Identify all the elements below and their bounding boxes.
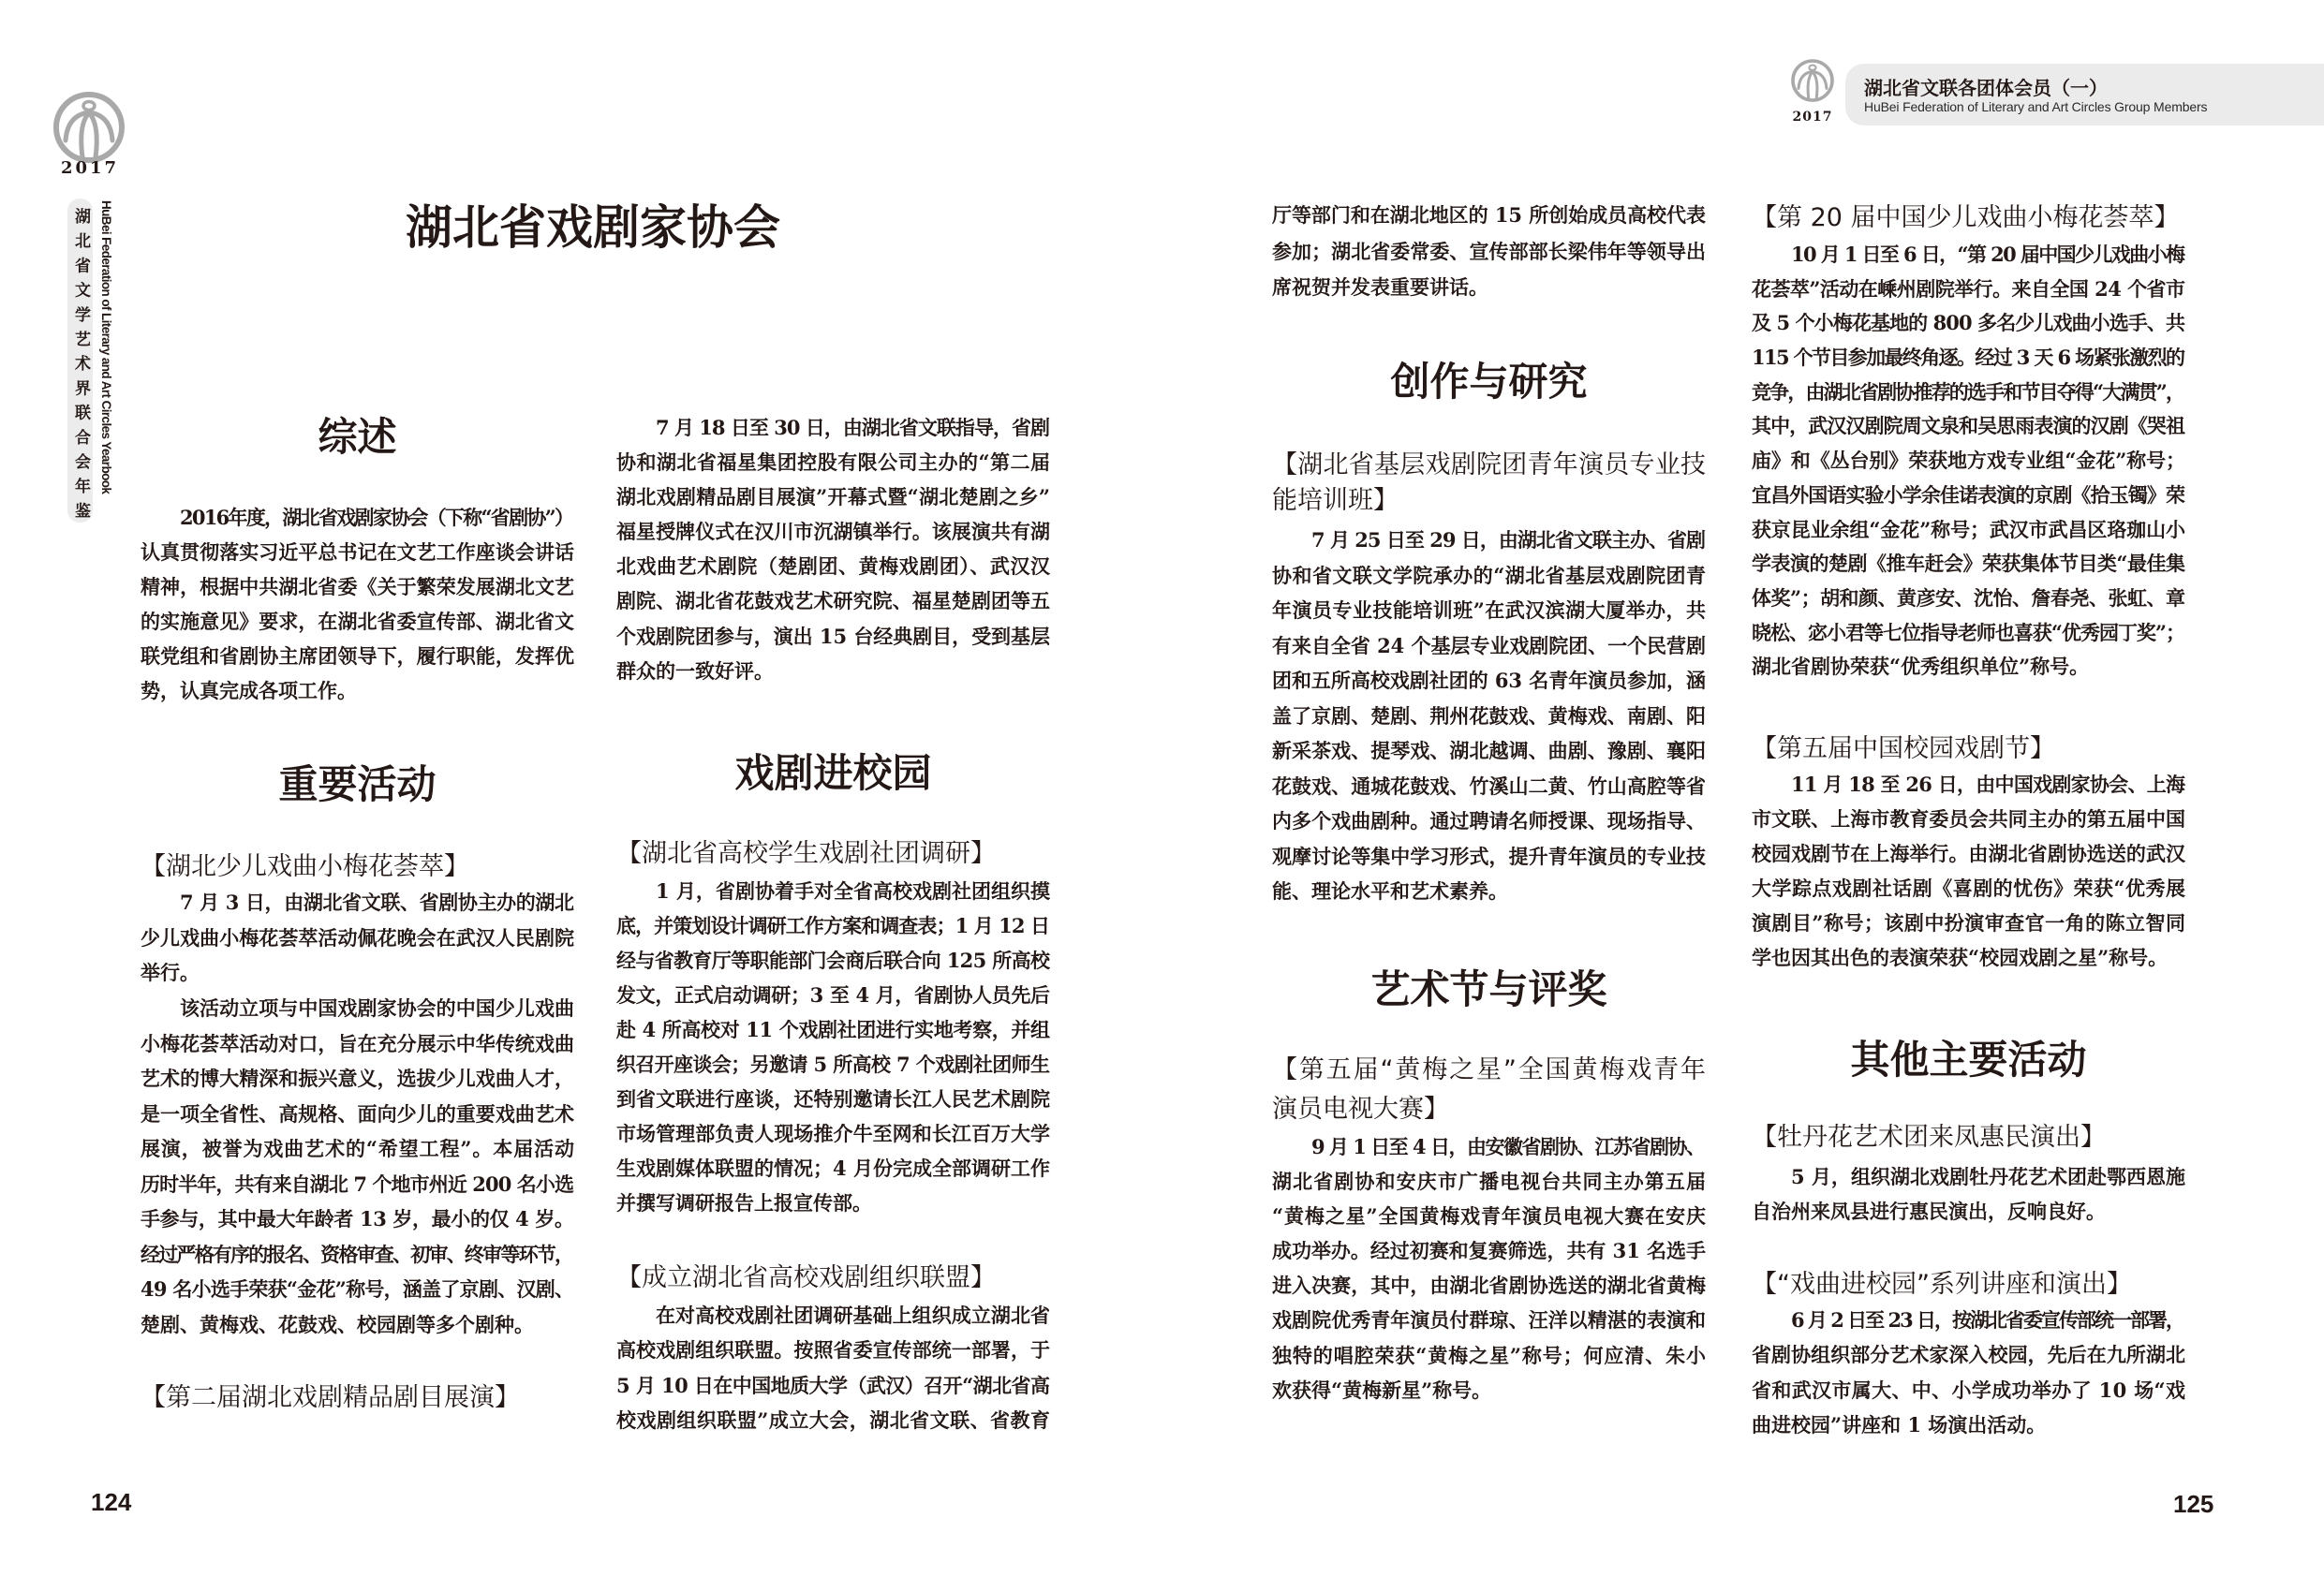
overview-paragraph xyxy=(141,500,574,708)
text-line: 校戏剧组织联盟”成立大会，湖北省文联、省教育 xyxy=(616,1408,1051,1432)
text-line: 【“戏曲进校园”系列讲座和演出】 xyxy=(1752,1270,2132,1299)
text-line: 【第 20 届中国少儿戏曲小梅花荟萃】 xyxy=(1752,203,2180,232)
text-line: 发文，正式启动调研；3 至 4 月，省剧协人员先后 xyxy=(616,983,1050,1007)
text-line: 认真贯彻落实习近平总书记在文艺工作座谈会讲话 xyxy=(141,540,575,564)
left-emblem xyxy=(52,90,126,165)
text-line: 6 月 2 日至 23 日，按湖北省委宣传部统一部署， xyxy=(1791,1308,2183,1332)
text-line: 9 月 1 日至 4 日，由安徽省剧协、江苏省剧协、 xyxy=(1311,1135,1705,1158)
subheading-20th-plum-blossom xyxy=(1752,202,2185,234)
text-line: 席祝贺并发表重要讲话。 xyxy=(1272,275,1488,299)
opera-into-campus-paragraph xyxy=(1752,1303,2185,1442)
text-line: 市文联、上海市教育委员会共同主办的第五届中国 xyxy=(1752,807,2186,831)
text-line: 花鼓戏、通城花鼓戏、竹溪山二黄、竹山高腔等省 xyxy=(1272,774,1707,798)
text-line: 历时半年，共有来自湖北 7 个地市州近 200 名小选 xyxy=(141,1172,574,1196)
campus-alliance-paragraph-continued xyxy=(1272,198,1706,306)
text-line: 【牡丹花艺术团来凤惠民演出】 xyxy=(1752,1123,2106,1152)
text-line: 省剧协组织部分艺术家深入校园，先后在九所湖北 xyxy=(1752,1343,2186,1367)
text-line: 自治州来凤县进行惠民演出，反响良好。 xyxy=(1752,1199,2106,1223)
text-line: 【湖北省高校学生戏剧社团调研】 xyxy=(616,839,996,868)
page-title: 湖北省戏剧家协会 xyxy=(406,199,780,255)
header-emblem xyxy=(1790,58,1835,103)
subheading-campus-alliance xyxy=(616,1262,1050,1294)
section-heading-drama-in-schools: 戏剧进校园 xyxy=(734,750,932,796)
text-line: 在对高校戏剧社团调研基础上组织成立湖北省 xyxy=(656,1304,1051,1327)
text-line: 【第五届中国校园戏剧节】 xyxy=(1752,734,2055,763)
subheading-huangmei-star-contest xyxy=(1272,1051,1706,1129)
section-heading-other-activities: 其他主要活动 xyxy=(1850,1037,2087,1083)
campus-alliance-paragraph xyxy=(616,1298,1050,1437)
text-line: 【成立湖北省高校戏剧组织联盟】 xyxy=(616,1263,996,1292)
text-line: 49 名小选手荣获“金花”称号，涵盖了京剧、汉剧、 xyxy=(141,1277,574,1301)
yearbook-title-cn: 湖北省文学艺术界联合会年鉴 xyxy=(71,208,90,527)
section-heading-key-activities: 重要活动 xyxy=(278,761,437,807)
section-heading-overview: 综述 xyxy=(318,414,397,460)
text-line: 11 月 18 至 26 日，由中国戏剧家协会、上海 xyxy=(1791,773,2185,796)
text-line: 湖北戏剧精品剧目展演”开幕式暨“湖北楚剧之乡” xyxy=(616,485,1051,509)
text-line: 个戏剧院团参与，演出 15 台经典剧目，受到基层 xyxy=(616,624,1050,648)
text-line: 演员电视大赛】 xyxy=(1272,1095,1449,1124)
text-line: 年演员专业技能培训班”在武汉滨湖大厦举办，共 xyxy=(1272,598,1707,622)
federation-emblem-icon xyxy=(52,90,126,165)
text-line: 能、理论水平和艺术素养。 xyxy=(1272,879,1508,903)
text-line: 戏剧院优秀青年演员付群琼、汪洋以精湛的表演和 xyxy=(1272,1308,1707,1333)
text-line: 参加；湖北省委常委、宣传部部长梁伟年等领导出 xyxy=(1272,239,1707,263)
text-line: 厅等部门和在湖北地区的 15 所创始成员高校代表 xyxy=(1272,203,1706,227)
text-line: 庙》和《丛台别》荣获地方戏专业组“金花”称号； xyxy=(1752,449,2185,473)
text-line: 手参与，其中最大年龄者 13 岁，最小的仅 4 岁。 xyxy=(141,1207,574,1231)
text-line: 经与省教育厅等职能部门会商后联合向 125 所高校 xyxy=(616,949,1050,972)
text-line: 115 个节目参加最终角逐。经过 3 天 6 场紧张激烈的 xyxy=(1752,346,2184,370)
text-line: 市场管理部负责人现场推介牛至网和长江百万大学 xyxy=(616,1122,1051,1145)
text-line: 湖北省剧协荣获“优秀组织单位”称号。 xyxy=(1752,655,2090,679)
text-line: 观摩讨论等集中学习形式，提升青年演员的专业技 xyxy=(1272,844,1707,868)
text-line: 势，认真完成各项工作。 xyxy=(141,679,357,702)
text-line: 7 月 18 日至 30 日，由湖北省文联指导，省剧 xyxy=(656,416,1050,439)
subheading-opera-into-campus xyxy=(1752,1269,2185,1301)
text-line: 的实施意见》要求，在湖北省委宣传部、湖北省文 xyxy=(141,610,575,633)
text-line: 生戏剧媒体联盟的情况；4 月份完成全部调研工作 xyxy=(616,1157,1051,1180)
text-line: 有来自全省 24 个基层专业戏剧院团、一个民营剧 xyxy=(1272,633,1706,657)
text-line: 小梅花荟萃活动对口，旨在充分展示中华传统戏曲 xyxy=(141,1031,575,1055)
subheading-plum-blossom-showcase xyxy=(141,851,574,883)
header-title-cn: 湖北省文联各团体会员（一） xyxy=(1864,77,2108,99)
text-line: 体奖”；胡和颜、黄彦安、沈怡、詹春尧、张虹、章 xyxy=(1752,585,2185,610)
young-actor-training-paragraph xyxy=(1272,523,1706,909)
subheading-campus-survey xyxy=(616,838,1050,870)
text-line: 2016年度，湖北省戏剧家协会（下称“省剧协”） xyxy=(180,506,573,529)
text-line: 协和省文联文学院承办的“湖北省基层戏剧院团青 xyxy=(1272,563,1707,587)
text-line: 织召开座谈会；另邀请 5 所高校 7 个戏剧社团师生 xyxy=(616,1053,1050,1076)
text-line: 5 月 10 日在中国地质大学（武汉）召开“湖北省高 xyxy=(616,1373,1050,1397)
text-line: 大学踪点戏剧社话剧《喜剧的忧伤》荣获“优秀展 xyxy=(1752,877,2186,900)
text-line: 艺术的博大精深和振兴意义，选拔少儿戏曲人才， xyxy=(141,1067,575,1090)
text-line: 【湖北省基层戏剧院团青年演员专业技 xyxy=(1272,450,1707,479)
text-line: 是一项全省性、高规格、面向少儿的重要戏曲艺术 xyxy=(141,1101,575,1126)
huangmei-star-paragraph xyxy=(1272,1129,1706,1408)
text-line: 校园戏剧节在上海举行。由湖北省剧协选送的武汉 xyxy=(1752,842,2186,865)
text-line: 展演，被誉为戏曲艺术的“希望工程”。本届活动 xyxy=(141,1137,575,1160)
campus-survey-paragraph xyxy=(616,874,1050,1220)
subheading-young-actor-training xyxy=(1272,448,1706,519)
text-line: 欢获得“黄梅新星”称号。 xyxy=(1272,1378,1492,1402)
text-line: 获京昆业余组“金花”称号；武汉市武昌区珞珈山小 xyxy=(1752,517,2185,541)
text-line: 楚剧、黄梅戏、花鼓戏、校园剧等多个剧种。 xyxy=(141,1312,534,1336)
text-line: 其中，武汉汉剧院周文泉和吴思雨表演的汉剧《哭祖 xyxy=(1752,414,2185,438)
text-line: 团和五所高校戏剧社团的 63 名青年演员参加，涵 xyxy=(1272,669,1706,692)
text-line: 剧院、湖北省花鼓戏艺术研究院、福星楚剧团等五 xyxy=(616,589,1051,613)
text-line: 竞争，由湖北省剧协推荐的选手和节目夺得“大满贯”， xyxy=(1752,379,2184,404)
text-line: 【湖北少儿戏曲小梅花荟萃】 xyxy=(141,852,469,881)
text-line: 学表演的楚剧《推车赶会》荣获集体节目类“最佳集 xyxy=(1752,552,2185,576)
text-line: 独特的唱腔荣获“黄梅之星”称号；何应清、朱小 xyxy=(1272,1343,1707,1367)
campus-drama-festival-paragraph xyxy=(1752,767,2185,975)
text-line: 群众的一致好评。 xyxy=(616,658,774,683)
text-line: 演剧目”称号；该剧中扮演审查官一角的陈立智同 xyxy=(1752,911,2186,935)
20th-plum-blossom-paragraph xyxy=(1752,238,2185,685)
section-heading-creation-research: 创作与研究 xyxy=(1390,359,1588,405)
header-year-label: 2017 xyxy=(1792,110,1833,125)
text-line: 曲进校园”讲座和 1 场演出活动。 xyxy=(1752,1412,2047,1437)
text-line: 省和武汉市属大、中、小学成功举办了 10 场“戏 xyxy=(1752,1378,2186,1402)
text-line: 能培训班】 xyxy=(1272,486,1399,515)
text-line: 宜昌外国语实验小学余佳诺表演的京剧《拾玉镯》荣 xyxy=(1752,482,2185,507)
text-line: 经过严格有序的报名、资格审查、初审、终审等环节， xyxy=(141,1242,573,1266)
text-line: 盖了京剧、楚剧、荆州花鼓戏、黄梅戏、南剧、阳 xyxy=(1272,703,1707,728)
header-title-en: HuBei Federation of Literary and Art Circles Group Members xyxy=(1864,99,2208,114)
text-line: 少儿戏曲小梅花荟萃活动佩花晚会在武汉人民剧院 xyxy=(141,925,575,950)
plum-blossom-paragraph-2 xyxy=(141,991,574,1342)
text-line: 进入决赛，其中，由湖北省剧协选送的湖北省黄梅 xyxy=(1272,1274,1707,1298)
text-line: 【第二届湖北戏剧精品剧目展演】 xyxy=(141,1383,520,1412)
text-line: 成功举办。经过初赛和复赛筛选，共有 31 名选手 xyxy=(1272,1239,1706,1263)
text-line: 1 月，省剧协着手对全省高校戏剧社团组织摸 xyxy=(656,879,1051,903)
text-line: 协和湖北省福星集团控股有限公司主办的“第二届 xyxy=(616,450,1051,475)
text-line: 福星授牌仪式在汉川市沉湖镇举行。该展演共有湖 xyxy=(616,520,1051,544)
text-line: 学也因其出色的表演荣获“校园戏剧之星”称号。 xyxy=(1752,946,2169,969)
section-heading-festivals-awards: 艺术节与评奖 xyxy=(1370,966,1607,1012)
text-line: 10 月 1 日至 6 日，“第 20 届中国少儿戏曲小梅 xyxy=(1791,243,2184,266)
text-line: 精神，根据中共湖北省委《关于繁荣发展湖北文艺 xyxy=(141,575,575,598)
page-number-right: 125 xyxy=(2173,1490,2214,1518)
text-line: 底，并策划设计调研工作方案和调查表；1 月 12 日 xyxy=(616,914,1050,937)
subheading-peony-troupe xyxy=(1752,1122,2185,1154)
text-line: 到省文联进行座谈，还特别邀请长江人民艺术剧院 xyxy=(616,1087,1051,1111)
subheading-opera-showcase xyxy=(141,1382,574,1414)
left-year-label: 2017 xyxy=(60,158,120,178)
opera-showcase-paragraph xyxy=(616,410,1050,688)
text-line: 并撰写调研报告上报宣传部。 xyxy=(616,1191,872,1215)
text-line: 及 5 个小梅花基地的 800 多名少儿戏曲小选手、共 xyxy=(1752,311,2185,335)
text-line: 新采茶戏、提琴戏、湖北越调、曲剧、豫剧、襄阳 xyxy=(1272,739,1707,762)
text-line: 【第五届“黄梅之星”全国黄梅戏青年 xyxy=(1272,1055,1708,1084)
text-line: 北戏曲艺术剧院（楚剧团、黄梅戏剧团）、武汉汉 xyxy=(616,554,1051,579)
subheading-campus-drama-festival xyxy=(1752,733,2185,765)
text-line: 5 月，组织湖北戏剧牡丹花艺术团赴鄂西恩施 xyxy=(1791,1165,2186,1188)
page-number-left: 124 xyxy=(91,1488,132,1516)
text-line: 7 月 3 日，由湖北省文联、省剧协主办的湖北 xyxy=(180,891,574,914)
peony-troupe-paragraph xyxy=(1752,1160,2185,1229)
text-line: 联党组和省剧协主席团领导下，履行职能，发挥优 xyxy=(141,644,575,668)
text-line: 晓松、宓小君等七位指导老师也喜获“优秀园丁奖”； xyxy=(1752,620,2184,644)
text-line: 7 月 25 日至 29 日，由湖北省文联主办、省剧 xyxy=(1311,528,1706,552)
text-line: “黄梅之星”全国黄梅戏青年演员电视大赛在安庆 xyxy=(1272,1204,1707,1229)
text-line: 内多个戏曲剧种。通过聘请名师授课、现场指导、 xyxy=(1272,809,1707,833)
text-line: 湖北省剧协和安庆市广播电视台共同主办第五届 xyxy=(1272,1170,1708,1194)
text-line: 高校戏剧组织联盟。按照省委宣传部统一部署，于 xyxy=(616,1338,1051,1363)
text-line: 花荟萃”活动在嵊州剧院举行。来自全国 24 个省市 xyxy=(1752,276,2185,301)
plum-blossom-paragraph-1 xyxy=(141,885,574,991)
text-line: 该活动立项与中国戏剧家协会的中国少儿戏曲 xyxy=(180,996,575,1020)
text-line: 赴 4 所高校对 11 个戏剧社团进行实地考察，并组 xyxy=(616,1018,1050,1041)
federation-emblem-icon xyxy=(1790,58,1835,103)
yearbook-title-en: HuBei Federation of Literary and Art Circles Yearbook xyxy=(99,200,113,494)
text-line: 举行。 xyxy=(141,961,200,984)
